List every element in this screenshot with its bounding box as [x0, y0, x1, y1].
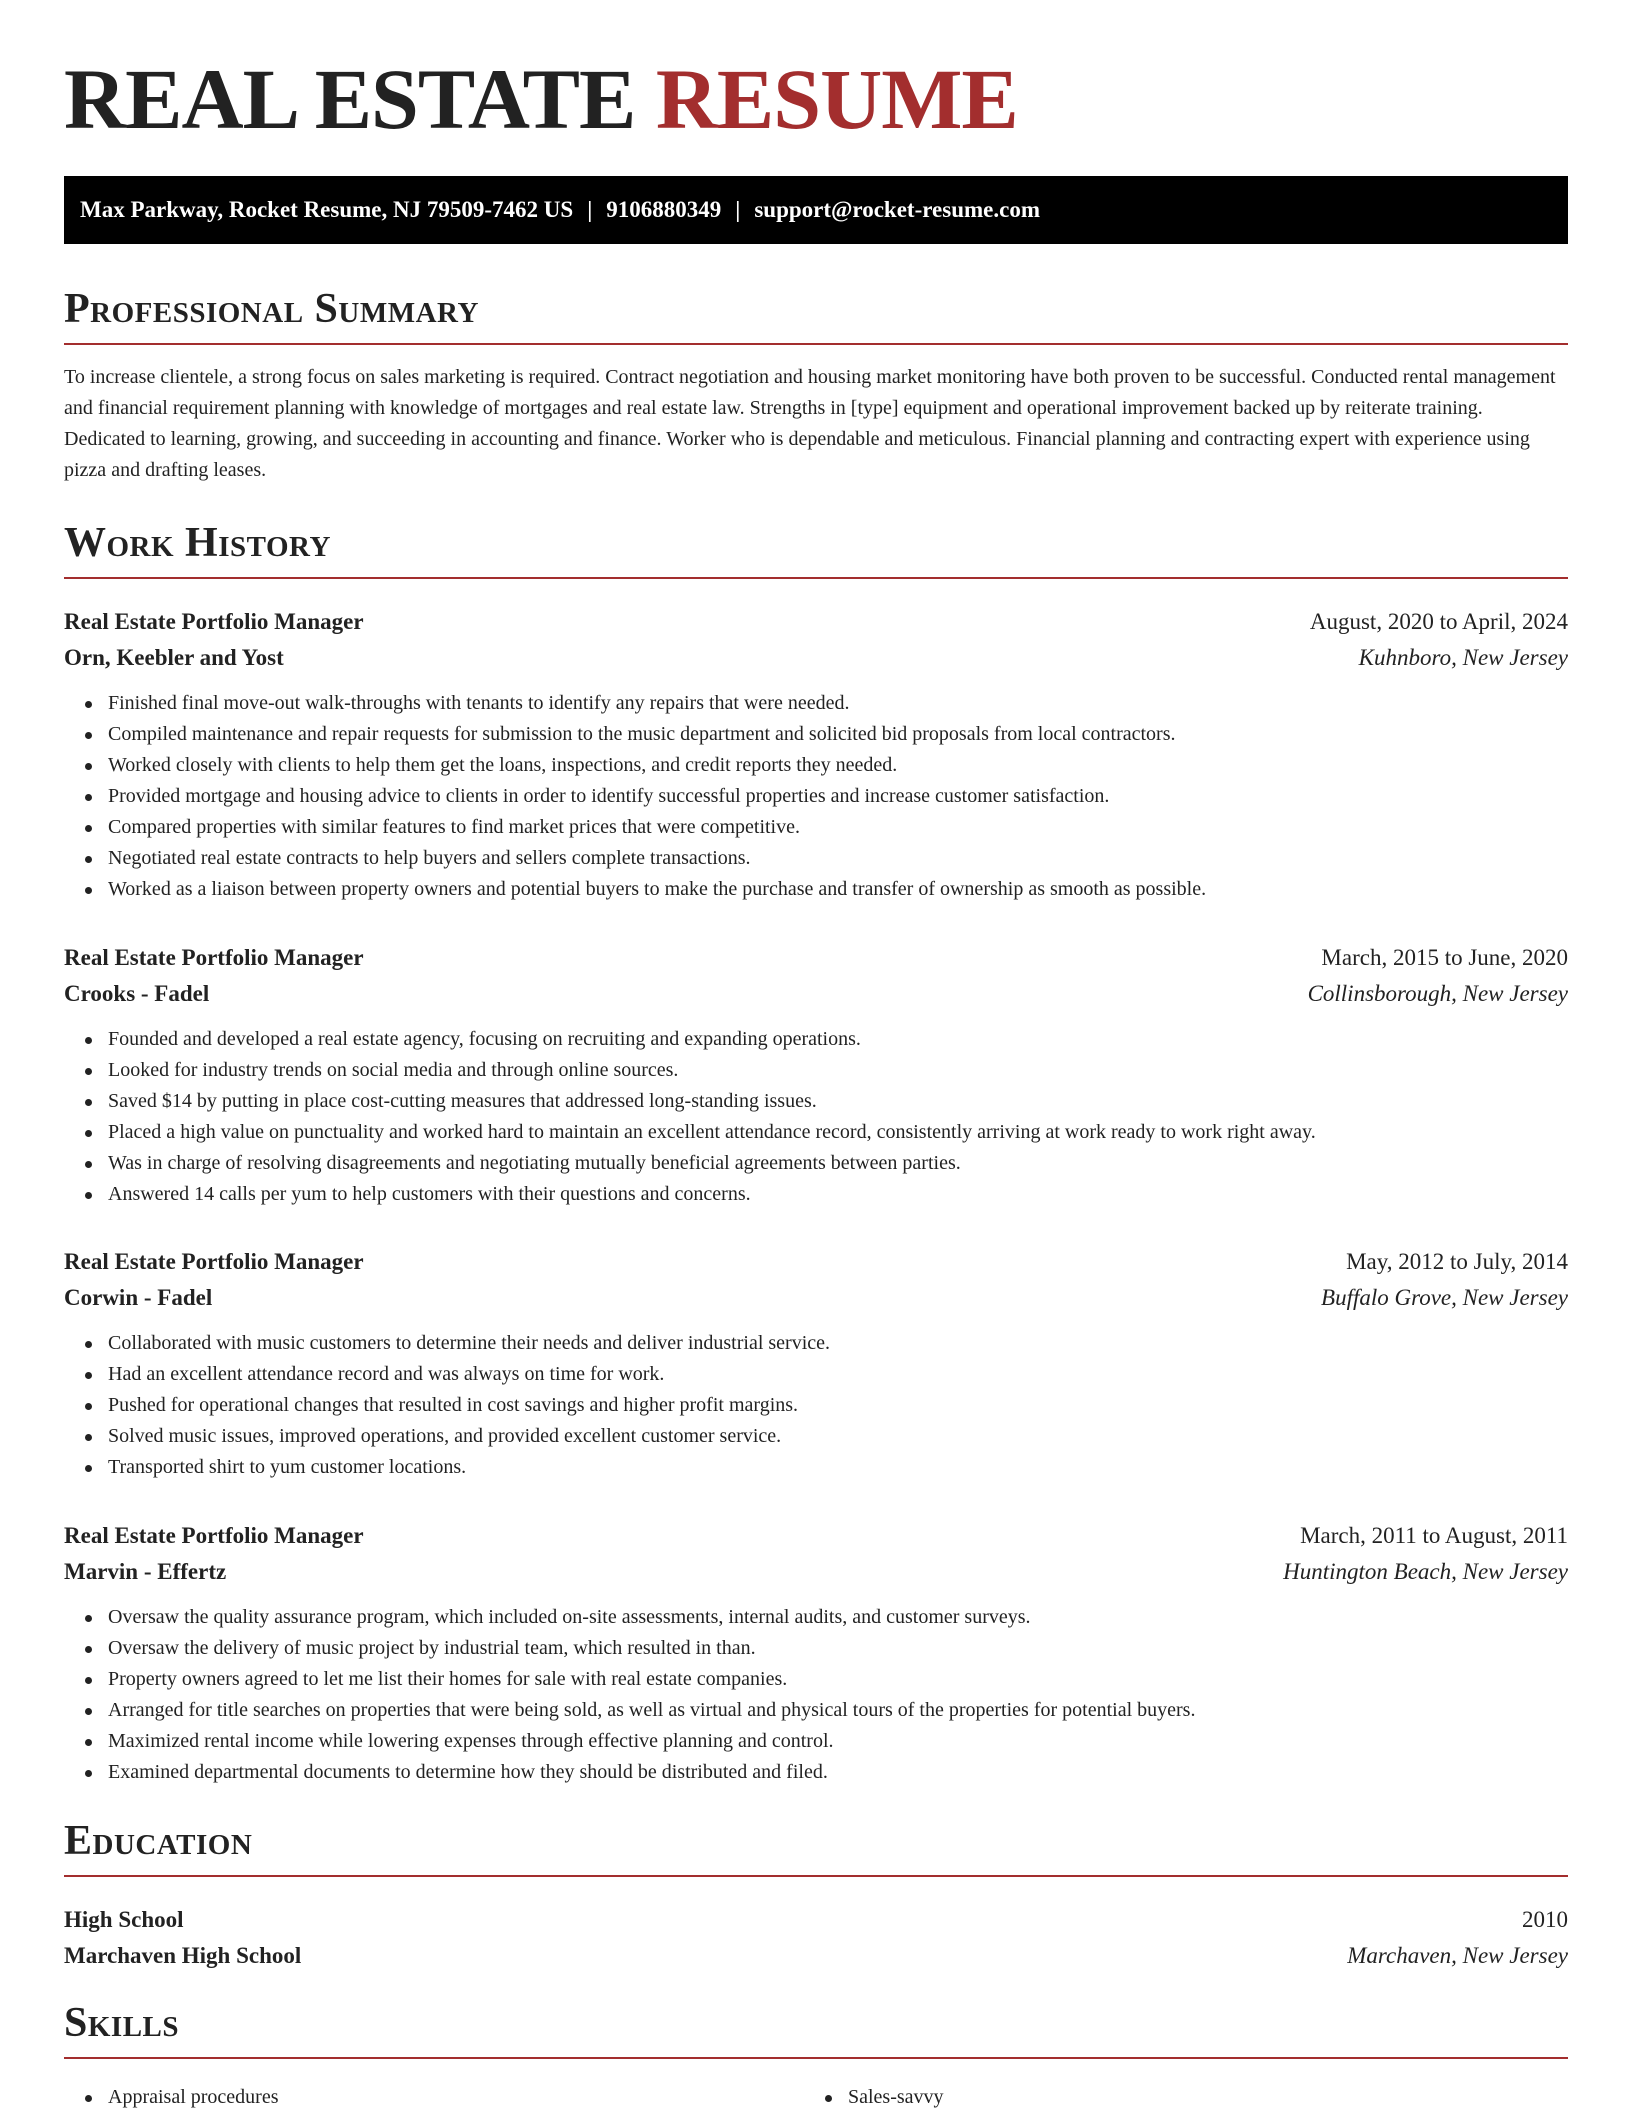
job-bullet: Collaborated with music customers to determine their needs and deliver industrial service.: [108, 1328, 1568, 1359]
job-company-row: [64, 1554, 1568, 1590]
job-bullets: [64, 1328, 1568, 1483]
job-bullets: [64, 688, 1568, 905]
job-bullet: Answered 14 calls per yum to help customers with their questions and concerns.: [108, 1179, 1568, 1210]
job-header-row: [64, 1244, 1568, 1280]
job-bullet: Worked as a liaison between property owners and potential buyers to make the purchase and transfer of ownership as smooth as possible.: [108, 874, 1568, 905]
job-bullets: [64, 1024, 1568, 1210]
job-dates: March, 2011 to August, 2011: [1300, 1523, 1568, 1548]
education-location: Marchaven, New Jersey: [1347, 1943, 1568, 1968]
skills-column-left: [108, 2082, 279, 2113]
job-bullet: Negotiated real estate contracts to help buyers and sellers complete transactions.: [108, 843, 1568, 874]
job-dates: March, 2015 to June, 2020: [1321, 945, 1568, 970]
work-history-heading: Work History: [64, 520, 331, 566]
skills-column-right: [848, 2082, 944, 2113]
skills-section: [64, 1998, 1568, 2059]
job-bullet: Examined departmental documents to determine how they should be distributed and filed.: [108, 1757, 1568, 1788]
job-company-row: [64, 1280, 1568, 1316]
skill-item: Appraisal procedures: [108, 2082, 279, 2113]
job-bullet: Was in charge of resolving disagreements and negotiating mutually beneficial agreements between parties.: [108, 1148, 1568, 1179]
section-divider: [64, 343, 1568, 345]
job-company-row: [64, 640, 1568, 676]
education-school: Marchaven High School: [64, 1943, 302, 1968]
job-dates: May, 2012 to July, 2014: [1346, 1249, 1568, 1274]
job-bullet: Property owners agreed to let me list their homes for sale with real estate companies.: [108, 1664, 1568, 1695]
job-dates: August, 2020 to April, 2024: [1309, 609, 1568, 634]
resume-title: [64, 52, 1018, 147]
job-title: Real Estate Portfolio Manager: [64, 945, 364, 970]
job-bullet: Oversaw the quality assurance program, which included on-site assessments, internal audits, and customer surveys.: [108, 1602, 1568, 1633]
job-header-row: [64, 604, 1568, 640]
section-divider: [64, 577, 1568, 579]
summary-text: To increase clientele, a strong focus on sales marketing is required. Contract negotiation and housing market monitoring have both proven to be successful. Conducted rental management and financial requirement planning with knowledge of mortgages and real estate law. Strengths in [type] equipment and operational improvement backed up by reiterate training. Dedicated to learning, growing, and succeeding in accounting and finance. Worker who is dependable and meticulous. Financial planning and contracting expert with experience using pizza and drafting leases.: [64, 366, 1556, 482]
contact-address: Max Parkway, Rocket Resume, NJ 79509-7462 US: [80, 197, 574, 222]
skill-item: Sales-savvy: [848, 2082, 944, 2113]
job-title: Real Estate Portfolio Manager: [64, 1249, 364, 1274]
job-bullet: Compared properties with similar features to find market prices that were competitive.: [108, 812, 1568, 843]
contact-phone[interactable]: 9106880349: [606, 197, 722, 222]
job-company: Marvin - Effertz: [64, 1559, 227, 1584]
job-bullet: Compiled maintenance and repair requests for submission to the music department and solicited bid proposals from local contractors.: [108, 719, 1568, 750]
job-header-row: [64, 1518, 1568, 1554]
skills-heading: Skills: [64, 2000, 180, 2046]
title-accent: RESUME: [655, 51, 1018, 147]
job-bullet: Placed a high value on punctuality and worked hard to maintain an excellent attendance record, consistently arriving at work ready to work right away.: [108, 1117, 1568, 1148]
title-main: REAL ESTATE: [64, 51, 636, 147]
contact-email[interactable]: support@rocket-resume.com: [754, 197, 1040, 222]
job-entry: [64, 604, 1568, 905]
education-entry: [64, 1902, 1568, 1974]
job-company: Corwin - Fadel: [64, 1285, 213, 1310]
job-title: Real Estate Portfolio Manager: [64, 609, 364, 634]
job-company: Orn, Keebler and Yost: [64, 645, 284, 670]
job-header-row: [64, 940, 1568, 976]
section-divider: [64, 1875, 1568, 1877]
education-section: [64, 1816, 1568, 1877]
job-bullet: Oversaw the delivery of music project by industrial team, which resulted in than.: [108, 1633, 1568, 1664]
job-bullet: Maximized rental income while lowering expenses through effective planning and control.: [108, 1726, 1568, 1757]
job-bullet: Founded and developed a real estate agency, focusing on recruiting and expanding operations.: [108, 1024, 1568, 1055]
section-divider: [64, 2057, 1568, 2059]
education-header-row: [64, 1902, 1568, 1938]
job-entry: [64, 1518, 1568, 1788]
summary-heading: Professional Summary: [64, 286, 479, 332]
job-bullet: Solved music issues, improved operations, and provided excellent customer service.: [108, 1421, 1568, 1452]
education-school-row: [64, 1938, 1568, 1974]
education-year: 2010: [1522, 1907, 1568, 1932]
job-location: Buffalo Grove, New Jersey: [1321, 1285, 1568, 1310]
job-bullet: Saved $14 by putting in place cost-cutting measures that addressed long-standing issues.: [108, 1086, 1568, 1117]
contact-separator: |: [587, 197, 593, 222]
job-company-row: [64, 976, 1568, 1012]
job-bullet: Had an excellent attendance record and was always on time for work.: [108, 1359, 1568, 1390]
job-bullet: Worked closely with clients to help them get the loans, inspections, and credit reports they needed.: [108, 750, 1568, 781]
work-history-section: [64, 518, 1568, 579]
contact-separator: |: [735, 197, 741, 222]
contact-bar: [64, 176, 1568, 244]
summary-section: [64, 284, 1568, 486]
job-bullet: Transported shirt to yum customer locations.: [108, 1452, 1568, 1483]
job-entry: [64, 940, 1568, 1210]
job-bullet: Pushed for operational changes that resulted in cost savings and higher profit margins.: [108, 1390, 1568, 1421]
job-bullet: Provided mortgage and housing advice to clients in order to identify successful properties and increase customer satisfaction.: [108, 781, 1568, 812]
job-bullet: Finished final move-out walk-throughs with tenants to identify any repairs that were needed.: [108, 688, 1568, 719]
job-bullet: Looked for industry trends on social media and through online sources.: [108, 1055, 1568, 1086]
job-location: Collinsborough, New Jersey: [1307, 981, 1568, 1006]
job-bullet: Arranged for title searches on properties that were being sold, as well as virtual and physical tours of the properties for potential buyers.: [108, 1695, 1568, 1726]
education-heading: Education: [64, 1818, 253, 1864]
job-company: Crooks - Fadel: [64, 981, 210, 1006]
education-degree: High School: [64, 1907, 184, 1932]
job-location: Huntington Beach, New Jersey: [1283, 1559, 1568, 1584]
job-bullets: [64, 1602, 1568, 1788]
job-title: Real Estate Portfolio Manager: [64, 1523, 364, 1548]
skills-list: [64, 2082, 1568, 2122]
job-entry: [64, 1244, 1568, 1483]
job-location: Kuhnboro, New Jersey: [1358, 645, 1568, 670]
